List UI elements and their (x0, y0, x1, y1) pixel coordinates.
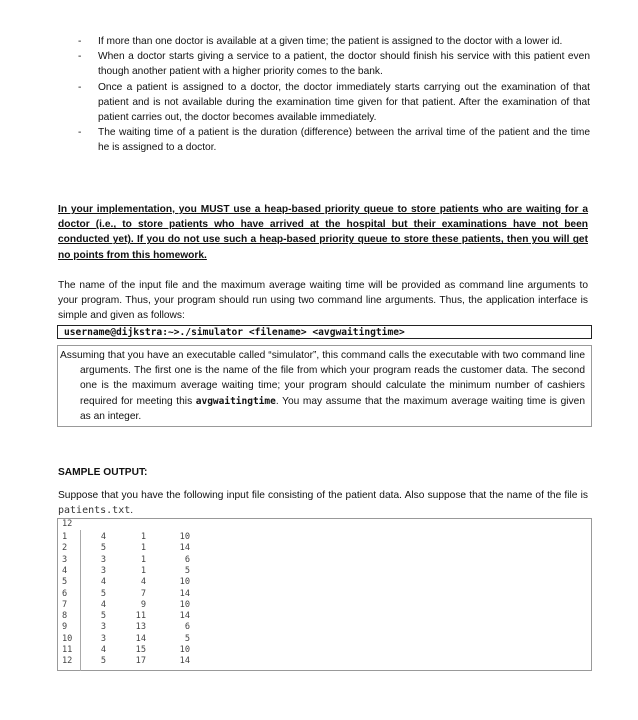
doctor-priority: 3 (100, 565, 106, 576)
examination-time: 10 (179, 532, 190, 542)
patient-row (58, 555, 591, 566)
doctor-priority: 5 (100, 588, 106, 599)
rules-bullet-list (58, 34, 590, 156)
patient-row (58, 611, 591, 622)
examination-time: 6 (184, 622, 190, 633)
heap-requirement-warning: In your implementation, you MUST use a heap-based priority queue to store patients who are waiting for a doctor (i.e., to store patients who have arrived at the hospital but their examinations have not been conducted yet). If you do not use such a heap-based priority queue to store these patients, then you will get no points from this homework. (58, 204, 588, 261)
patient-id: 6 (62, 588, 68, 599)
avgwaitingtime-code: avgwaitingtime (195, 395, 276, 407)
arrival-time: 17 (135, 656, 146, 667)
sample-intro-end: . (130, 505, 134, 517)
explanation-text: Assuming that you have an executable called “simulator”, this command calls the executable with two command line arguments. The first one is the name of the file from which your program reads the customer data. The second one is the maximum average waiting time; your program should calculate the minimum number of cashiers required for meeting this (60, 350, 585, 407)
examination-time: 14 (179, 588, 190, 599)
rule-text: Once a patient is assigned to a doctor, the doctor immediately starts carrying out the examination of that patient and is not available during the examination time given for that patient. After the examination of that patient carries out, the doctor becomes available immediately. (98, 81, 590, 124)
examination-time: 5 (184, 633, 190, 644)
arrival-time: 13 (135, 622, 146, 633)
rule-text: If more than one doctor is available at a given time; the patient is assigned to the doctor with a lower id. (98, 36, 563, 47)
patient-id: 10 (62, 633, 73, 644)
doctor-priority: 4 (100, 645, 106, 655)
arrival-time: 1 (140, 554, 146, 565)
patient-id: 2 (62, 543, 68, 554)
examination-time: 14 (179, 656, 190, 667)
sample-filename: patients.txt (58, 505, 131, 517)
patient-id: 7 (62, 599, 68, 610)
interface-paragraph: The name of the input file and the maximum average waiting time will be provided as command line arguments to your program. Thus, your program should run using two command line arguments. Thus, the application interface is simple and given as follows: (58, 280, 588, 322)
arrival-time: 7 (140, 588, 146, 599)
arrival-time: 1 (140, 543, 146, 554)
sample-intro-text: Suppose that you have the following input file consisting of the patient data. Also suppose that the name of the file is (58, 490, 588, 501)
arrival-time: 14 (135, 633, 146, 644)
doctor-priority: 4 (100, 532, 106, 542)
patient-row (58, 645, 591, 656)
rule-bullet (58, 34, 590, 49)
patient-row (58, 589, 591, 600)
patient-count: 12 (62, 519, 73, 529)
doctor-priority: 4 (100, 599, 106, 610)
bullet-marker: - (78, 81, 82, 93)
rule-text: The waiting time of a patient is the duration (difference) between the arrival time of the patient and the time he is assigned to a doctor. (98, 127, 590, 154)
examination-time: 14 (179, 611, 190, 622)
arrival-time: 9 (140, 599, 146, 610)
patient-id: 9 (62, 622, 68, 633)
explanation-text-end: . You may assume that the maximum average waiting time is given as an integer. (80, 395, 585, 422)
patient-row (58, 577, 591, 588)
examination-time: 6 (184, 554, 190, 565)
examination-time: 5 (184, 565, 190, 576)
rule-bullet (58, 125, 590, 155)
rule-bullet (58, 80, 590, 126)
doctor-priority: 5 (100, 656, 106, 667)
rule-bullet (58, 49, 590, 79)
patient-row (58, 532, 591, 543)
bullet-marker: - (78, 127, 82, 139)
patient-id: 5 (62, 577, 68, 588)
command-line-box: username@dijkstra:~>./simulator <filename> <avgwaitingtime> (57, 325, 592, 339)
patient-id: 8 (62, 611, 68, 622)
arrival-time: 1 (140, 532, 146, 542)
arrival-time: 4 (140, 577, 146, 588)
arrival-time: 15 (135, 645, 146, 655)
patient-row (58, 622, 591, 633)
doctor-priority: 5 (100, 543, 106, 554)
patient-id: 4 (62, 565, 68, 576)
patient-id: 3 (62, 554, 68, 565)
doctor-priority: 3 (100, 554, 106, 565)
sample-intro-paragraph (58, 488, 588, 518)
patient-row (58, 634, 591, 645)
bullet-marker: - (78, 51, 82, 63)
rule-text: When a doctor starts giving a service to a patient, the doctor should finish his service with this patient even though another patient with a higher priority comes to the bank. (98, 51, 590, 78)
examination-time: 10 (179, 599, 190, 610)
doctor-priority: 4 (100, 577, 106, 588)
input-file-listing (57, 518, 592, 671)
doctor-priority: 5 (100, 611, 106, 622)
examination-time: 10 (179, 645, 190, 655)
examination-time: 10 (179, 577, 190, 588)
arrival-time: 11 (135, 611, 146, 622)
patient-row (58, 566, 591, 577)
doctor-priority: 3 (100, 633, 106, 644)
patient-row (58, 600, 591, 611)
patient-id: 1 (62, 532, 68, 542)
doctor-priority: 3 (100, 622, 106, 633)
sample-output-heading: SAMPLE OUTPUT: (58, 467, 148, 478)
command-explanation-box (57, 345, 592, 427)
patient-row (58, 543, 591, 554)
arrival-time: 1 (140, 565, 146, 576)
bullet-marker: - (78, 36, 82, 47)
examination-time: 14 (179, 543, 190, 554)
patient-row (58, 656, 591, 667)
patient-id: 11 (62, 645, 73, 655)
command-explanation (60, 348, 585, 424)
patient-id: 12 (62, 656, 73, 667)
